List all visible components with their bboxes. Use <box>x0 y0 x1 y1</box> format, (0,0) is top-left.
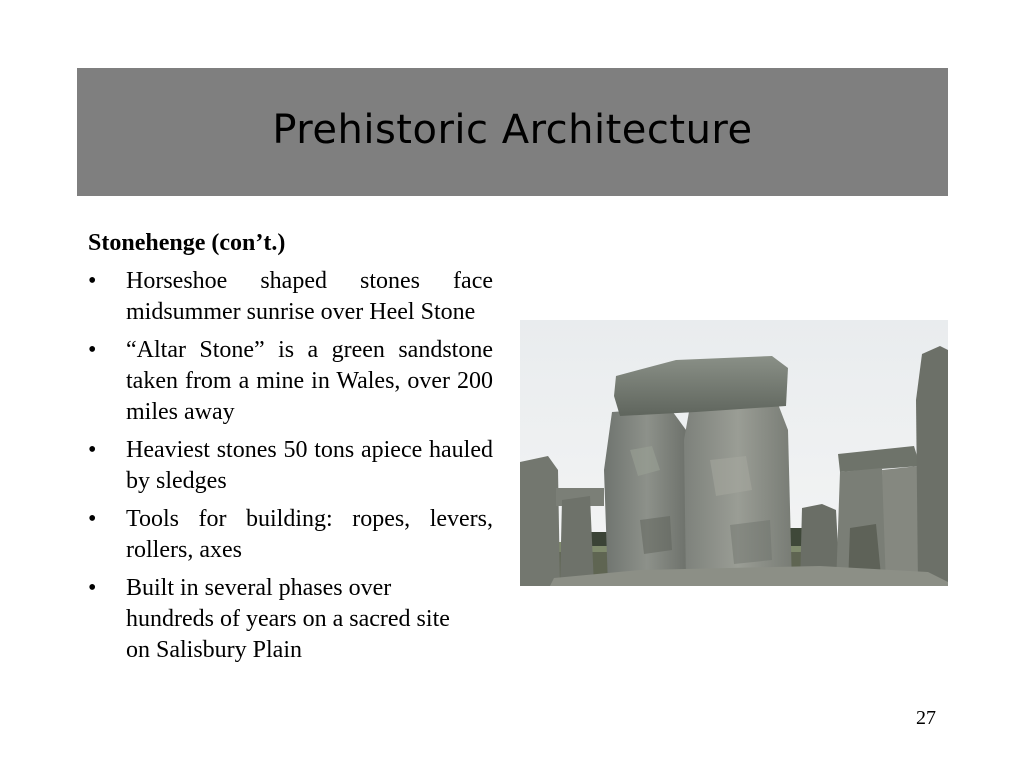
stonehenge-image-icon <box>520 320 948 586</box>
bullet-text: Built in several phases over hundreds of years on a sacred site on Salisbury Plain <box>126 575 450 663</box>
bullet-item <box>88 435 493 497</box>
bullet-item <box>88 504 493 566</box>
bullet-icon: • <box>88 337 97 363</box>
bullet-text: Tools for building: ropes, levers, rollers, axes <box>126 506 493 563</box>
bullet-text: Horseshoe shaped stones face midsummer sunrise over Heel Stone <box>126 268 493 325</box>
bullet-text: Heaviest stones 50 tons apiece hauled by sledges <box>126 437 493 494</box>
bullet-item <box>88 335 493 428</box>
bullet-icon: • <box>88 506 97 532</box>
title-bar <box>77 68 948 196</box>
bullet-item <box>88 266 493 328</box>
bullet-text: “Altar Stone” is a green sandstone taken from a mine in Wales, over 200 miles away <box>126 337 493 425</box>
bullet-item <box>88 573 466 666</box>
bullet-list <box>88 266 493 666</box>
page-number: 27 <box>916 707 936 729</box>
section-heading: Stonehenge (con’t.) <box>88 230 286 256</box>
bullet-icon: • <box>88 437 97 463</box>
bullet-icon: • <box>88 575 97 601</box>
bullet-icon: • <box>88 268 97 294</box>
stonehenge-photo <box>520 320 948 586</box>
slide-title: Prehistoric Architecture <box>272 107 753 153</box>
slide-content <box>88 228 493 673</box>
